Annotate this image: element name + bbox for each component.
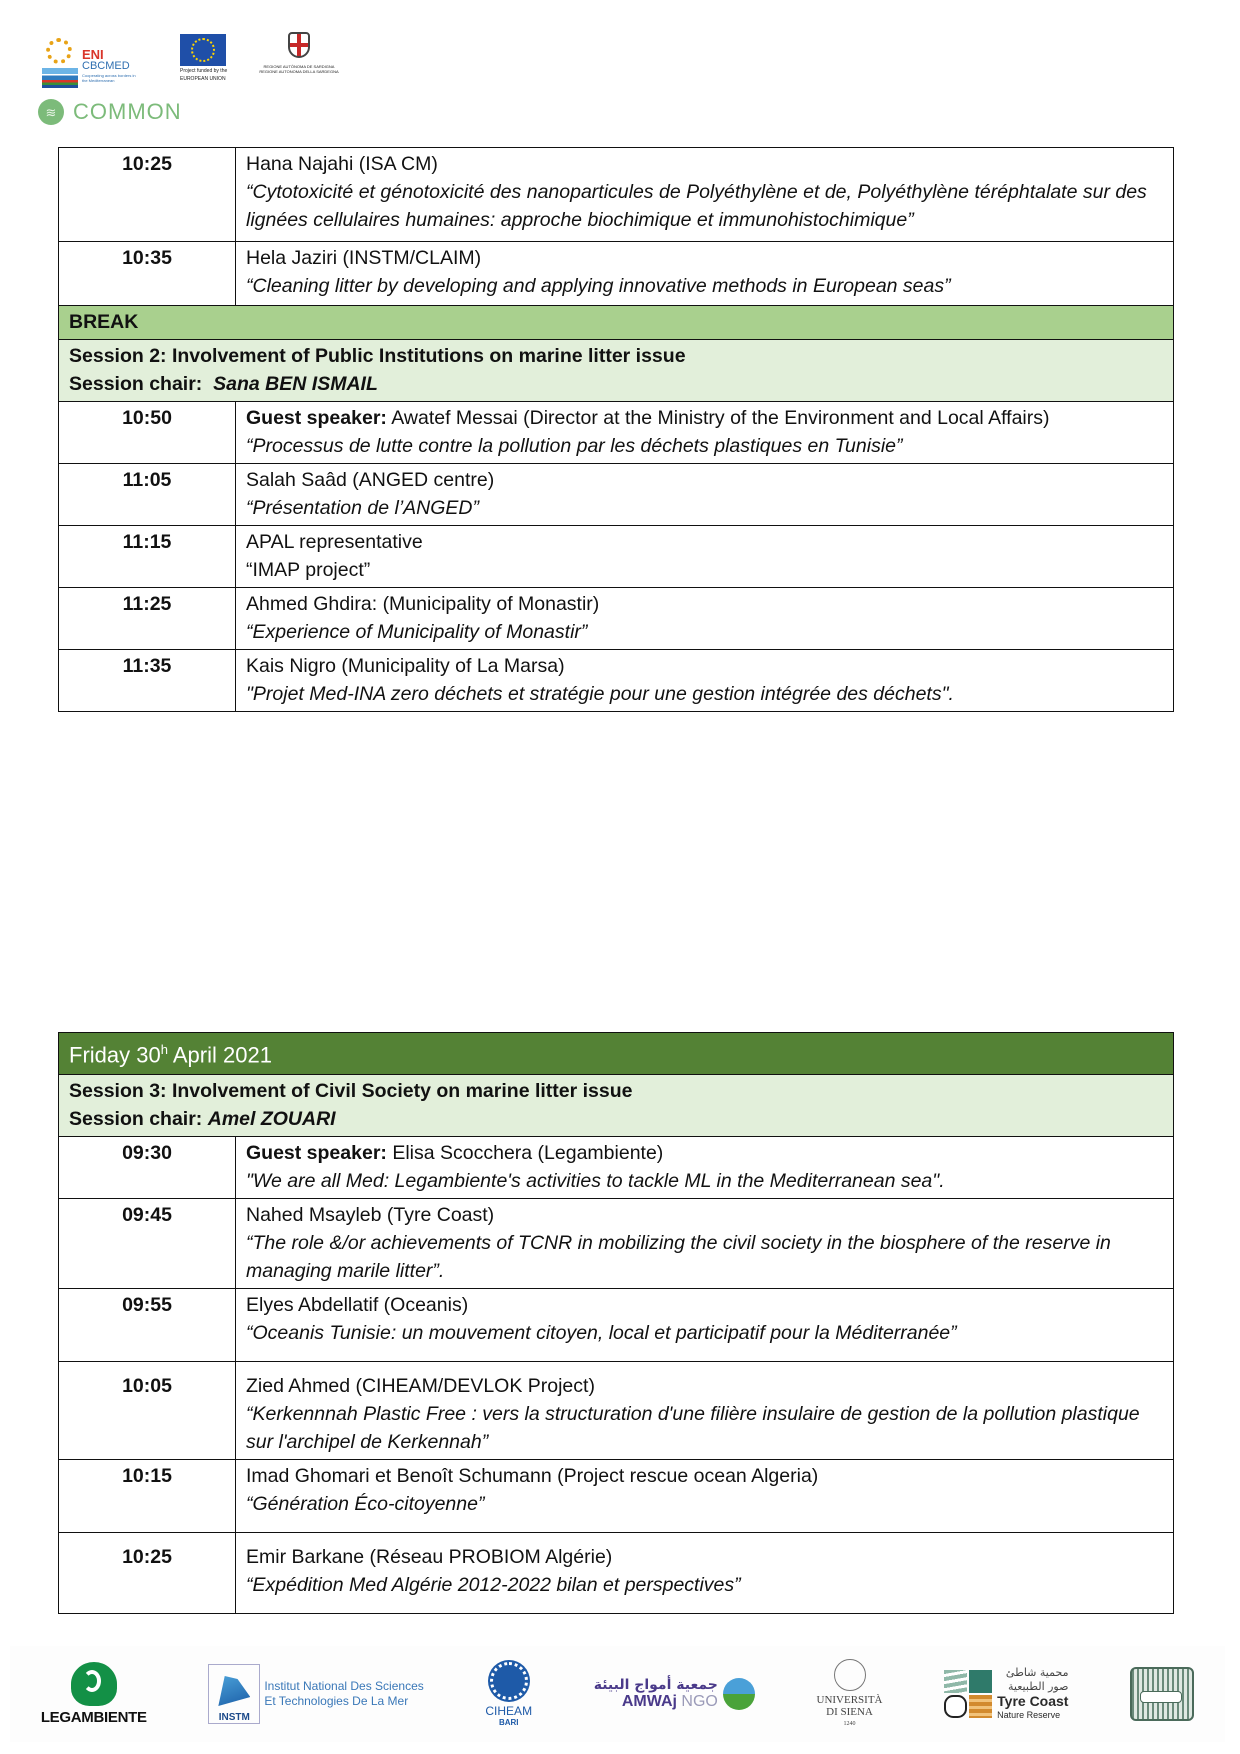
time-cell: 10:25 — [59, 1533, 236, 1614]
waves-icon: ≋ — [38, 99, 64, 125]
tyre-emblem-icon — [944, 1670, 992, 1718]
university-emblem-icon — [1130, 1667, 1194, 1721]
siena-name: UNIVERSITÀ DI SIENA 1240 — [816, 1693, 883, 1727]
siena-logo — [817, 1659, 883, 1730]
time-cell: 10:35 — [59, 242, 236, 306]
swan-icon — [71, 1662, 117, 1706]
table-row — [59, 1362, 1174, 1460]
partner-logos — [10, 1646, 1225, 1742]
month-year: April 2021 — [172, 1042, 272, 1068]
university-of-sousse-logo — [1130, 1667, 1194, 1721]
time-cell: 10:05 — [59, 1362, 236, 1460]
eni-cbcmed-logo — [42, 34, 142, 90]
talk-title: “Cleaning litter by developing and applying innovative methods in European seas” — [246, 275, 951, 297]
table-row — [59, 1289, 1174, 1362]
ship-icon — [208, 1664, 260, 1724]
amwaj-arabic: جمعية أمواج البيئة — [593, 1677, 718, 1693]
project-name: COMMON — [73, 99, 182, 124]
guest-speaker-label: Guest speaker: — [246, 1142, 387, 1165]
speaker: Hela Jaziri (INSTM/CLAIM) — [246, 247, 482, 269]
talk-cell — [236, 1533, 1174, 1614]
time-cell: 09:45 — [59, 1199, 236, 1289]
table-row — [59, 526, 1174, 588]
talk-cell — [236, 1289, 1174, 1362]
day-number: 30 — [136, 1042, 161, 1068]
talk-cell — [236, 650, 1174, 712]
table-row — [59, 148, 1174, 242]
talk-cell — [236, 1362, 1174, 1460]
talk-title: “Expédition Med Algérie 2012-2022 bilan et perspectives” — [246, 1574, 741, 1597]
coat-of-arms-icon — [288, 32, 310, 58]
talk-title: “The role &/or achievements of TCNR in mobilizing the civil society in the biosphere of the reserve in managing marile litter”. — [246, 1232, 1111, 1283]
sardinia-caption-1: REGIONE AUTÒNOMA DE SARDIGNA — [263, 64, 335, 69]
session-chair-name: Sana BEN ISMAIL — [213, 373, 378, 395]
tyre-arabic-1: محمية شاطئ — [1005, 1666, 1069, 1679]
talk-title: "We are all Med: Legambiente's activities to tackle ML in the Mediterranean sea". — [246, 1170, 945, 1193]
tyre-sub: Nature Reserve — [997, 1710, 1061, 1720]
speaker: Zied Ahmed (CIHEAM/DEVLOK Project) — [246, 1375, 595, 1398]
session-title: Session 3: Involvement of Civil Society on marine litter issue — [69, 1080, 633, 1103]
table-row — [59, 242, 1174, 306]
guest-speaker-label: Guest speaker: — [246, 407, 387, 429]
talk-cell — [236, 464, 1174, 526]
talk-cell — [236, 1137, 1174, 1199]
speaker: Ahmed Ghdira: (Municipality of Monastir) — [246, 593, 600, 615]
legambiente-logo — [41, 1662, 147, 1726]
instm-logo — [208, 1664, 423, 1724]
tyre-coast-logo — [944, 1666, 1068, 1722]
table-row — [59, 650, 1174, 712]
eni-tagline: Cooperating across borders in the Mediterranean — [82, 73, 136, 83]
table-row — [59, 1199, 1174, 1289]
time-cell: 09:30 — [59, 1137, 236, 1199]
talk-title: “Kerkennnah Plastic Free : vers la structuration d'une filière insulaire de gestion de la pollution plastique sur l'archipel de Kerkennah” — [246, 1403, 1140, 1454]
speaker: Nahed Msayleb (Tyre Coast) — [246, 1204, 495, 1227]
talk-title: “Processus de lutte contre la pollution par les déchets plastiques en Tunisie” — [246, 435, 903, 457]
session-header-row — [59, 1075, 1174, 1137]
talk-title: "Projet Med-INA zero déchets et stratégie pour une gestion intégrée des déchets". — [246, 683, 954, 705]
ciheam-sub: BARI — [498, 1717, 519, 1727]
talk-title: “Génération Éco-citoyenne” — [246, 1493, 485, 1516]
speaker: Kais Nigro (Municipality of La Marsa) — [246, 655, 565, 677]
talk-cell — [236, 1199, 1174, 1289]
time-cell: 10:25 — [59, 148, 236, 242]
speaker-name: Awatef Messai (Director at the Ministry of the Environment and Local Affairs) — [391, 407, 1050, 429]
table-row — [59, 1533, 1174, 1614]
session-header-cell — [59, 1075, 1174, 1137]
day-header — [59, 1033, 1174, 1075]
talk-cell — [236, 148, 1174, 242]
table-row — [59, 1460, 1174, 1533]
tree-emblem-icon — [490, 1662, 528, 1700]
sardinia-caption-2: REGIONE AUTONOMA DELLA SARDEGNA — [259, 69, 339, 74]
agenda-table-2 — [58, 1032, 1174, 1614]
speaker: Hana Najahi (ISA CM) — [246, 153, 438, 175]
talk-title: “Experience of Municipality of Monastir” — [246, 621, 588, 643]
ciheam-name: CIHEAM — [485, 1703, 533, 1718]
speaker: Salah Saâd (ANGED centre) — [246, 469, 495, 491]
talk-cell — [236, 242, 1174, 306]
time-cell: 11:05 — [59, 464, 236, 526]
table-row — [59, 1137, 1174, 1199]
session-header-cell — [59, 340, 1174, 402]
talk-cell — [236, 402, 1174, 464]
tyre-name: Tyre Coast — [997, 1693, 1069, 1709]
table-row — [59, 402, 1174, 464]
table-row — [59, 588, 1174, 650]
talk-cell — [236, 588, 1174, 650]
weekday: Friday — [69, 1042, 131, 1068]
day-header-row — [59, 1033, 1174, 1075]
waves-icon — [42, 68, 78, 88]
talk-title: “Cytotoxicité et génotoxicité des nanoparticules de Polyéthylène et de, Polyéthylène téréphtalate sur des lignées cellulaires humaines: approche biochimique et immunohistochimique” — [246, 181, 1147, 231]
speaker: Emir Barkane (Réseau PROBIOM Algérie) — [246, 1546, 613, 1569]
sun-icon — [46, 38, 72, 64]
ciheam-logo — [485, 1662, 532, 1727]
time-cell: 11:25 — [59, 588, 236, 650]
talk-cell — [236, 526, 1174, 588]
tyre-arabic-2: صور الطبيعية — [1008, 1680, 1069, 1693]
instm-line-2: Et Technologies De La Mer — [264, 1694, 409, 1708]
speaker-name: Elisa Scocchera (Legambiente) — [392, 1142, 664, 1165]
break-label: BREAK — [59, 306, 1174, 340]
speaker: Imad Ghomari et Benoît Schumann (Project rescue ocean Algeria) — [246, 1465, 819, 1488]
session-title: Session 2: Involvement of Public Institutions on marine litter issue — [69, 345, 686, 367]
eni-subtitle: CBCMED — [82, 60, 130, 72]
break-row — [59, 306, 1174, 340]
table-row — [59, 464, 1174, 526]
instm-abbr: INSTM — [218, 1712, 250, 1723]
sardinia-logo — [254, 32, 344, 82]
amwaj-logo — [594, 1677, 755, 1711]
speaker: Elyes Abdellatif (Oceanis) — [246, 1294, 469, 1317]
session-chair-name: Amel ZOUARI — [207, 1108, 336, 1131]
amwaj-name: AMWAj NGO — [621, 1693, 718, 1710]
speaker: APAL representative — [246, 531, 423, 553]
session-chair-label: Session chair: — [69, 1108, 203, 1131]
speaker — [246, 1139, 1163, 1167]
time-cell: 11:15 — [59, 526, 236, 588]
session-chair-label: Session chair: — [69, 373, 203, 395]
agenda-table-1 — [58, 147, 1174, 712]
talk-title: “Présentation de l’ANGED” — [246, 497, 480, 519]
eu-caption-1: Project funded by the — [180, 68, 228, 74]
instm-fullname — [264, 1679, 423, 1709]
legambiente-name: LEGAMBIENTE — [40, 1709, 147, 1726]
talk-title: “IMAP project” — [246, 559, 371, 581]
speaker — [246, 404, 1163, 432]
talk-title: “Oceanis Tunisie: un mouvement citoyen, local et participatif pour la Méditerranée” — [246, 1322, 957, 1345]
session-chair — [69, 1105, 1163, 1133]
time-cell: 10:50 — [59, 402, 236, 464]
eu-caption-2: EUROPEAN UNION — [180, 76, 226, 82]
session-header-row — [59, 340, 1174, 402]
day-suffix: h — [160, 1042, 168, 1057]
time-cell: 10:15 — [59, 1460, 236, 1533]
session-chair — [69, 370, 1163, 398]
globe-icon — [723, 1678, 755, 1710]
instm-line-1: Institut National Des Sciences — [264, 1679, 424, 1693]
seal-icon — [834, 1659, 866, 1691]
time-cell: 11:35 — [59, 650, 236, 712]
eni-title: ENI — [82, 47, 104, 62]
eu-flag-icon — [180, 34, 226, 66]
header-logos — [38, 32, 398, 92]
common-project-logo — [38, 98, 182, 126]
talk-cell — [236, 1460, 1174, 1533]
time-cell: 09:55 — [59, 1289, 236, 1362]
eu-logo — [180, 34, 232, 82]
